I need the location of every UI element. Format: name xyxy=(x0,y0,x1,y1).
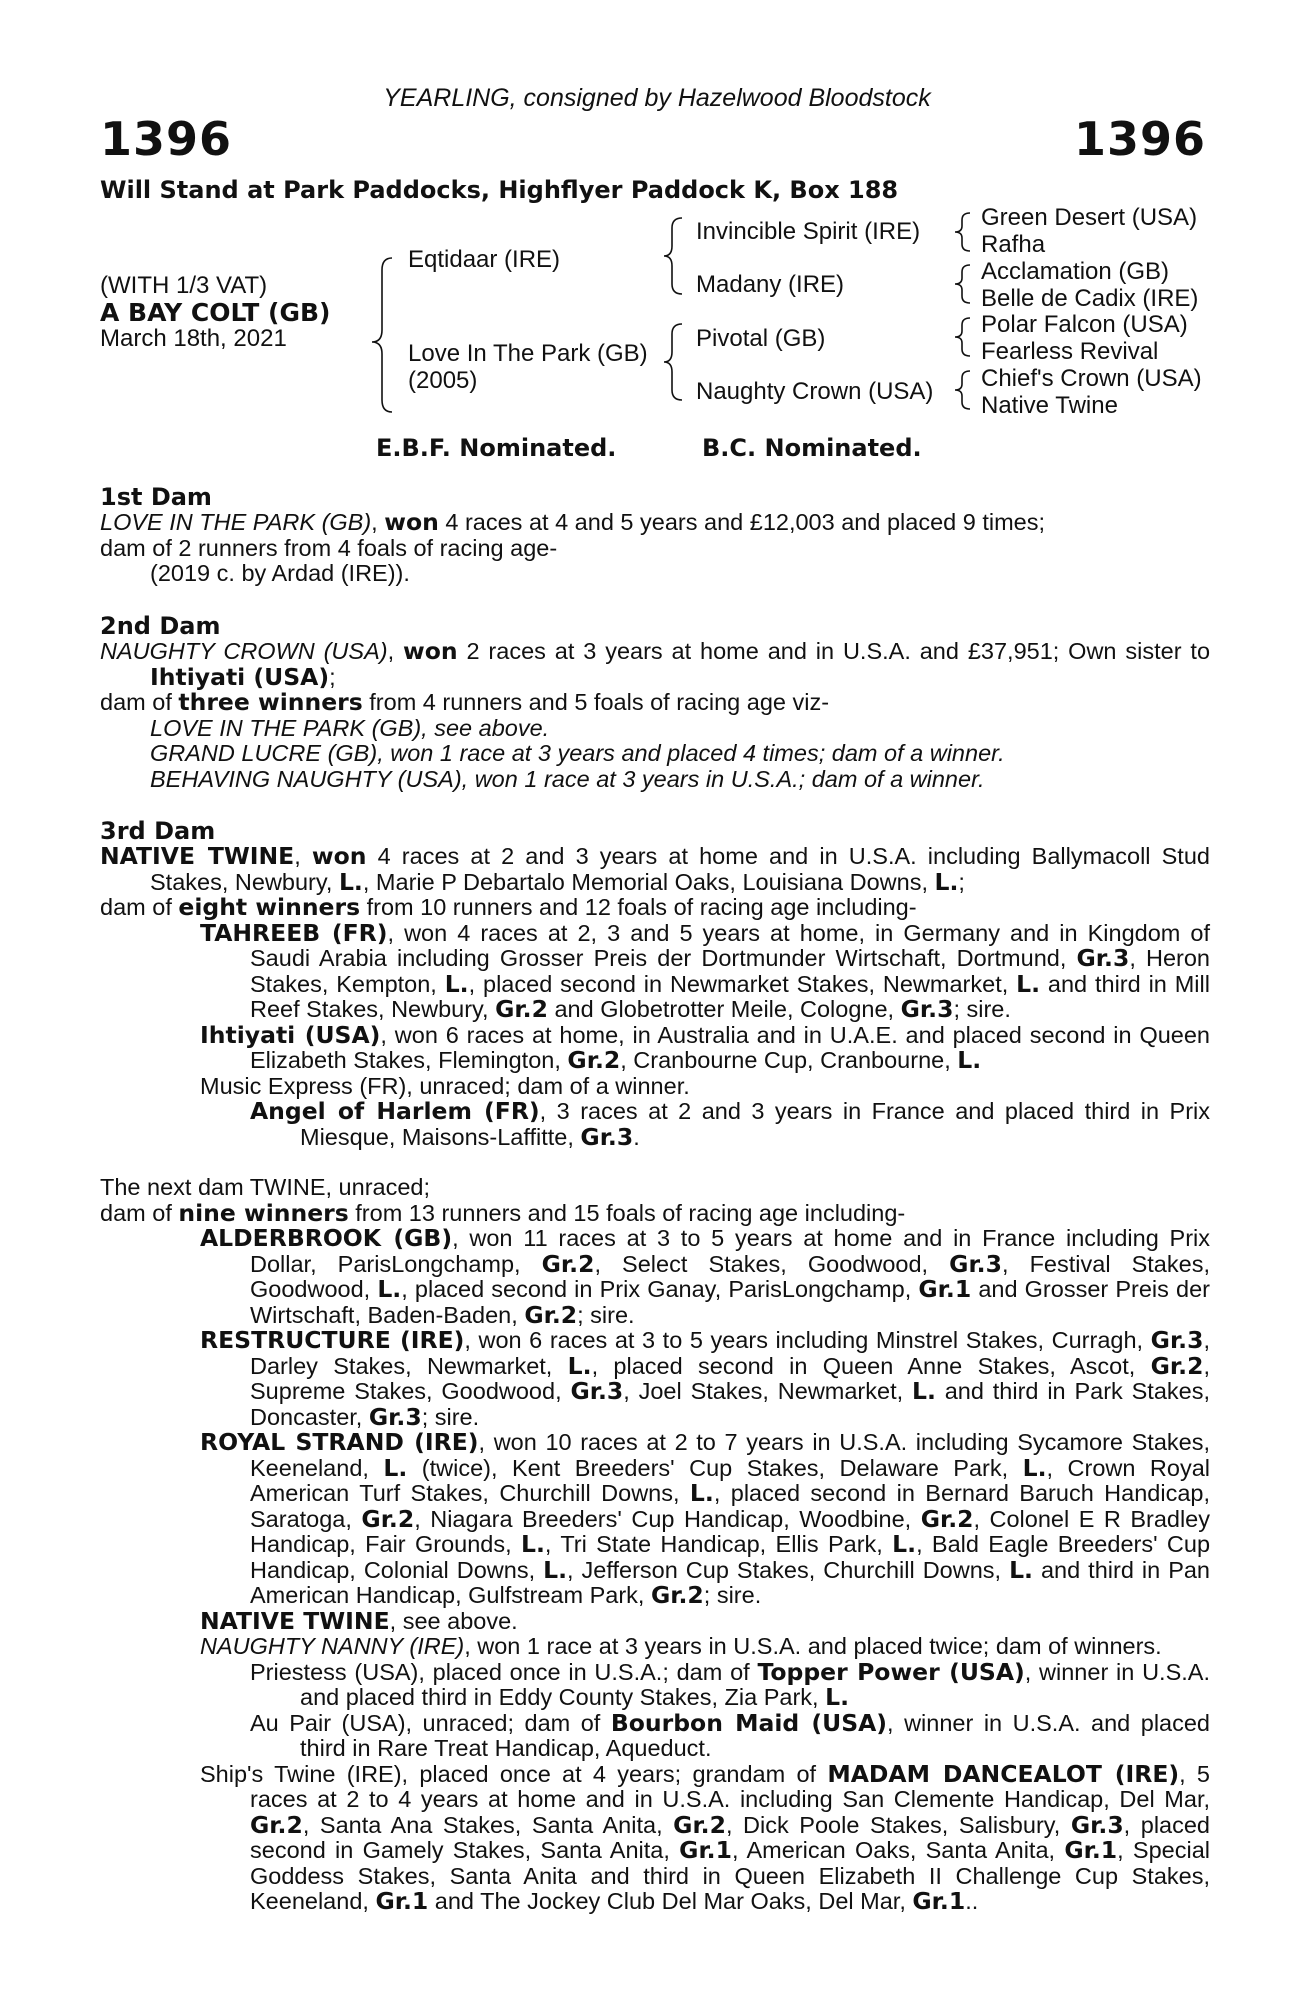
listed: L. xyxy=(543,1555,568,1584)
grade: Gr.1 xyxy=(912,1887,966,1915)
pedigree-g8: Native Twine xyxy=(981,392,1118,419)
third-dam-produce xyxy=(100,895,1210,921)
progeny-name: Ihtiyati (USA) xyxy=(200,1020,381,1049)
t: , won 10 races at 2 to 7 years in U.S.A. including Sycamore Stakes, Keeneland, xyxy=(250,1429,1210,1481)
grade: Gr.2 xyxy=(541,1249,595,1278)
listed: L. xyxy=(567,1351,592,1380)
progeny-name: GRAND LUCRE (GB) xyxy=(150,740,378,766)
pedigree-g5: Polar Falcon (USA) xyxy=(981,311,1188,338)
third-dam-winners: eight winners xyxy=(178,893,361,921)
progeny-au-pair xyxy=(100,1708,1210,1762)
progeny-name: Topper Power (USA) xyxy=(757,1657,1025,1686)
second-dam-produce-rest: from 4 runners and 5 foals of racing age viz- xyxy=(362,689,830,715)
progeny-name: MADAM DANCEALOT (IRE) xyxy=(827,1759,1180,1788)
second-dam-record: NAUGHTY CROWN (USA), won 2 races at 3 years at home and in U.S.A. and £37,951; Own sister to Ihtiyati (USA); xyxy=(100,637,1211,691)
vat-note: (WITH 1/3 VAT) xyxy=(100,272,268,299)
t: , Supreme Stakes, Goodwood, xyxy=(250,1352,1210,1404)
t: , Heron Stakes, Kempton, xyxy=(250,945,1210,997)
t: , 3 races at 2 and 3 years in France and placed third in Prix Miesque, Maisons-Laffitte, xyxy=(300,1098,1210,1150)
third-dam-won: won xyxy=(311,842,367,870)
dam-sire: Pivotal (GB) xyxy=(696,325,826,352)
grade: Gr.2 xyxy=(361,1504,415,1533)
dam-name: Love In The Park (GB) xyxy=(408,340,648,367)
listed: L. xyxy=(689,1479,714,1507)
grade: Gr.2 xyxy=(495,995,548,1023)
sire-sire: Invincible Spirit (IRE) xyxy=(696,218,921,245)
second-dam-sister: Ihtiyati (USA) xyxy=(150,662,330,691)
t: , won 11 races at 3 to 5 years at home and in France including Prix Dollar, ParisLongchamp, xyxy=(250,1225,1210,1277)
listed: L. xyxy=(338,867,363,896)
t: from 10 runners and 12 foals of racing age including- xyxy=(360,894,917,920)
t: , Santa Ana Stakes, Santa Anita, xyxy=(302,1811,674,1838)
t: , Dick Poole Stakes, Salisbury, xyxy=(725,1811,1071,1838)
first-dam-won: won xyxy=(384,508,439,536)
progeny-name: NATIVE TWINE xyxy=(200,1606,390,1635)
grade: Gr.2 xyxy=(1150,1351,1204,1380)
t: , see above. xyxy=(389,1607,518,1634)
grade: Gr.3 xyxy=(1150,1326,1204,1354)
second-dam-section xyxy=(100,613,1210,792)
progeny-name: BEHAVING NAUGHTY (USA) xyxy=(150,765,462,792)
grade: Gr.1 xyxy=(918,1275,972,1303)
pedigree-g6: Fearless Revival xyxy=(981,338,1159,365)
second-dam-text: 2 races at 3 years at home and in U.S.A. and £37,951; Own sister to xyxy=(457,638,1211,664)
progeny-text: , won 1 race at 3 years and placed 4 times; dam of a winner. xyxy=(377,740,1005,766)
t: , placed second in Gamely Stakes, Santa Anita, xyxy=(250,1811,1211,1863)
second-dam-produce xyxy=(100,690,1210,716)
bc-nominated: B.C. Nominated. xyxy=(702,434,922,462)
t: , Festival Stakes, Goodwood, xyxy=(250,1250,1210,1302)
progeny-name: LOVE IN THE PARK (GB) xyxy=(150,714,422,741)
t: , winner in U.S.A. and placed third in Eddy County Stakes, Zia Park, xyxy=(300,1658,1210,1710)
consignment-line: YEARLING, consigned by Hazelwood Bloodstock xyxy=(383,84,931,112)
first-dam-line1: LOVE IN THE PARK (GB), won 4 races at 4 and 5 years and £12,003 and placed 9 times; xyxy=(100,508,1046,536)
dam-year: (2005) xyxy=(408,367,478,394)
progeny-ihtiyati xyxy=(100,1020,1210,1074)
pedigree-g3: Acclamation (GB) xyxy=(981,258,1170,285)
t: ; sire. xyxy=(703,1582,762,1608)
second-dam-won: won xyxy=(403,637,458,665)
next-dam-line1: The next dam TWINE, unraced; xyxy=(100,1174,431,1200)
listed: L. xyxy=(444,969,469,998)
progeny-name: RESTRUCTURE (IRE) xyxy=(200,1326,465,1354)
t: (twice), Kent Breeders' Cup Stakes, Delaware Park, xyxy=(407,1454,1023,1481)
t: , placed second in Queen Anne Stakes, Ascot, xyxy=(591,1352,1151,1379)
progeny-name: ALDERBROOK (GB) xyxy=(200,1224,453,1252)
next-dam-winners: nine winners xyxy=(178,1198,349,1227)
grade: Gr.2 xyxy=(567,1046,621,1074)
listed: L. xyxy=(957,1046,982,1074)
first-dam-text: 4 races at 4 and 5 years and £12,003 and placed 9 times; xyxy=(438,509,1046,535)
stand-location: Will Stand at Park Paddocks, Highflyer Paddock K, Box 188 xyxy=(100,176,899,204)
listed: L. xyxy=(1009,1555,1033,1584)
t: Priestess (USA), placed once in U.S.A.; dam of xyxy=(250,1658,758,1685)
t: . xyxy=(633,1123,640,1150)
t: ; sire. xyxy=(421,1403,480,1430)
progeny-name: ROYAL STRAND (IRE) xyxy=(200,1428,479,1456)
third-dam-heading: 3rd Dam xyxy=(100,817,216,845)
foaling-date: March 18th, 2021 xyxy=(100,325,287,352)
listed: L. xyxy=(1016,969,1041,998)
progeny-name: TAHREEB (FR) xyxy=(200,918,388,947)
progeny-name: Angel of Harlem (FR) xyxy=(250,1097,540,1125)
t: ; sire. xyxy=(577,1301,635,1328)
progeny-restructure xyxy=(100,1328,1210,1430)
first-dam-section xyxy=(100,484,1210,587)
listed: L. xyxy=(377,1275,402,1303)
grade: Gr.2 xyxy=(524,1300,578,1329)
second-dam-dam-of: dam of xyxy=(100,689,179,715)
progeny-text: , see above. xyxy=(421,714,550,741)
t: Au Pair (USA), unraced; dam of xyxy=(250,1709,611,1736)
t: , American Oaks, Santa Anita, xyxy=(731,1837,1065,1863)
t: and Grosser Preis der Wirtschaft, Baden-Baden, xyxy=(250,1276,1210,1328)
t: and third in Pan American Handicap, Gulfstream Park, xyxy=(250,1556,1211,1608)
t: dam of xyxy=(100,894,179,920)
t: , Joel Stakes, Newmarket, xyxy=(623,1378,912,1404)
ebf-nominated: E.B.F. Nominated. xyxy=(376,434,617,462)
second-dam-progeny-2 xyxy=(100,741,1210,767)
second-dam-winners: three winners xyxy=(178,688,363,716)
progeny-music-express: Music Express (FR), unraced; dam of a winner. xyxy=(200,1072,690,1099)
next-dam-produce xyxy=(100,1198,1210,1227)
t: , Darley Stakes, Newmarket, xyxy=(250,1327,1210,1379)
second-dam-name: NAUGHTY CROWN (USA) xyxy=(100,638,388,664)
t: and Globetrotter Meile, Cologne, xyxy=(547,996,901,1022)
second-dam-progeny-1 xyxy=(100,716,1210,742)
progeny-ships-twine xyxy=(100,1759,1211,1915)
t: , Bald Eagle Breeders' Cup Handicap, Colonial Downs, xyxy=(250,1531,1211,1583)
progeny-naughty-nanny xyxy=(100,1634,1210,1660)
second-dam-text-end: ; xyxy=(329,663,336,690)
grade: Gr.3 xyxy=(949,1249,1002,1278)
grade: Gr.3 xyxy=(580,1122,634,1151)
t: .. xyxy=(965,1888,979,1914)
dam-dam: Naughty Crown (USA) xyxy=(696,378,934,405)
t: , Jefferson Cup Stakes, Churchill Downs, xyxy=(567,1556,1010,1583)
t: ; sire. xyxy=(953,996,1011,1022)
lot-number-right: 1396 xyxy=(1073,112,1206,166)
grade: Gr.3 xyxy=(570,1377,624,1405)
listed: L. xyxy=(520,1530,545,1558)
t: , placed second in Prix Ganay, ParisLongchamp, xyxy=(401,1276,919,1302)
third-dam-record: NATIVE TWINE, won 4 races at 2 and 3 years at home and in U.S.A. including Ballymacoll Stud Stakes, Newbury, L., Marie P Debartalo Memorial Oaks, Louisiana Downs, L.; xyxy=(100,842,1210,896)
t: dam of xyxy=(100,1199,179,1226)
t: , won 1 race at 3 years in U.S.A. and placed twice; dam of winners. xyxy=(464,1633,1162,1659)
third-dam-name: NATIVE TWINE xyxy=(100,842,295,870)
progeny-royal-strand xyxy=(100,1430,1210,1609)
t: , placed second in Bernard Baruch Handicap, Saratoga, xyxy=(250,1480,1210,1532)
t: , Colonel E R Bradley Handicap, Fair Grounds, xyxy=(250,1505,1211,1557)
progeny-name: Bourbon Maid (USA) xyxy=(610,1708,888,1737)
t: , placed second in Newmarket Stakes, Newmarket, xyxy=(468,970,1017,997)
grade: Gr.2 xyxy=(650,1581,704,1609)
t: , won 4 races at 2, 3 and 5 years at home, in Germany and in Kingdom of Saudi Arabia including Grosser Preis der Dortmunder Wirtschaft, Dortmund, xyxy=(250,919,1210,971)
grade: Gr.3 xyxy=(1076,944,1130,972)
sire-name: Eqtidaar (IRE) xyxy=(408,246,561,273)
t: , Niagara Breeders' Cup Handicap, Woodbine, xyxy=(414,1505,921,1532)
listed: L. xyxy=(934,867,959,896)
grade: Gr.2 xyxy=(250,1810,303,1839)
grade: Gr.1 xyxy=(375,1887,429,1915)
listed: L. xyxy=(383,1453,408,1482)
t: and The Jockey Club Del Mar Oaks, Del Mar, xyxy=(428,1888,913,1914)
second-dam-heading: 2nd Dam xyxy=(100,612,221,640)
t: , 5 races at 2 to 4 years at home and in U.S.A. including San Clemente Handicap, Del Mar, xyxy=(250,1760,1210,1812)
pedigree-g1: Green Desert (USA) xyxy=(981,204,1198,231)
pedigree-g2: Rafha xyxy=(981,231,1046,258)
t: , won 6 races at home, in Australia and in U.A.E. and placed second in Queen Elizabeth Stakes, Flemington, xyxy=(250,1021,1210,1073)
first-dam-line2: dam of 2 runners from 4 foals of racing age- xyxy=(100,534,558,561)
listed: L. xyxy=(825,1683,850,1711)
grade: Gr.2 xyxy=(673,1810,726,1839)
second-dam-progeny-3 xyxy=(100,767,1210,793)
progeny-name: NAUGHTY NANNY (IRE) xyxy=(200,1633,465,1659)
first-dam-foal: (2019 c. by Ardad (IRE)). xyxy=(150,560,410,586)
next-dam-section xyxy=(100,1175,1210,1915)
progeny-alderbrook xyxy=(100,1226,1210,1328)
first-dam-name: LOVE IN THE PARK (GB) xyxy=(100,509,372,535)
t: , Select Stakes, Goodwood, xyxy=(594,1250,950,1277)
t: Ship's Twine (IRE), placed once at 4 years; grandam of xyxy=(200,1760,828,1787)
pedigree-g4: Belle de Cadix (IRE) xyxy=(981,285,1199,312)
progeny-priestess xyxy=(100,1657,1210,1711)
lot-number-left: 1396 xyxy=(100,112,233,166)
t: ; xyxy=(958,868,965,895)
listed: L. xyxy=(892,1530,917,1558)
t: , Crown Royal American Turf Stakes, Churchill Downs, xyxy=(250,1454,1211,1506)
t: , Marie P Debartalo Memorial Oaks, Louisiana Downs, xyxy=(362,868,935,895)
listed: L. xyxy=(911,1377,936,1405)
t: and third in Park Stakes, Doncaster, xyxy=(250,1378,1210,1430)
t: , won 6 races at 3 to 5 years including Minstrel Stakes, Curragh, xyxy=(464,1327,1151,1353)
third-dam-section xyxy=(100,818,1210,1150)
listed: L. xyxy=(1022,1453,1047,1482)
progeny-native-twine xyxy=(100,1606,1210,1635)
grade: Gr.1 xyxy=(1064,1836,1118,1864)
pedigree-g7: Chief's Crown (USA) xyxy=(981,365,1202,392)
sire-dam: Madany (IRE) xyxy=(696,271,845,298)
grade: Gr.2 xyxy=(920,1504,974,1533)
grade: Gr.1 xyxy=(679,1836,732,1864)
grade: Gr.3 xyxy=(1070,1810,1124,1839)
t: , Special Goddess Stakes, Santa Anita and third in Queen Elizabeth II Challenge Cup Stakes, Keeneland, xyxy=(250,1837,1211,1914)
first-dam-heading: 1st Dam xyxy=(100,483,212,511)
t: from 13 runners and 15 foals of racing age including- xyxy=(348,1199,906,1226)
t: , winner in U.S.A. and placed third in Rare Treat Handicap, Aqueduct. xyxy=(300,1709,1210,1761)
progeny-text: , won 1 race at 3 years in U.S.A.; dam of a winner. xyxy=(461,765,985,792)
progeny-tahreeb xyxy=(100,918,1210,1023)
t: and third in Mill Reef Stakes, Newbury, xyxy=(250,970,1210,1022)
t: 4 races at 2 and 3 years at home and in U.S.A. including Ballymacoll Stud Stakes, Newbury, xyxy=(150,843,1210,895)
t: , Tri State Handicap, Ellis Park, xyxy=(544,1531,893,1557)
horse-name: A BAY COLT (GB) xyxy=(100,298,331,327)
progeny-angel-of-harlem xyxy=(100,1099,1210,1150)
grade: Gr.3 xyxy=(368,1402,422,1431)
t: , Cranbourne Cup, Cranbourne, xyxy=(620,1047,958,1073)
grade: Gr.3 xyxy=(900,995,954,1023)
